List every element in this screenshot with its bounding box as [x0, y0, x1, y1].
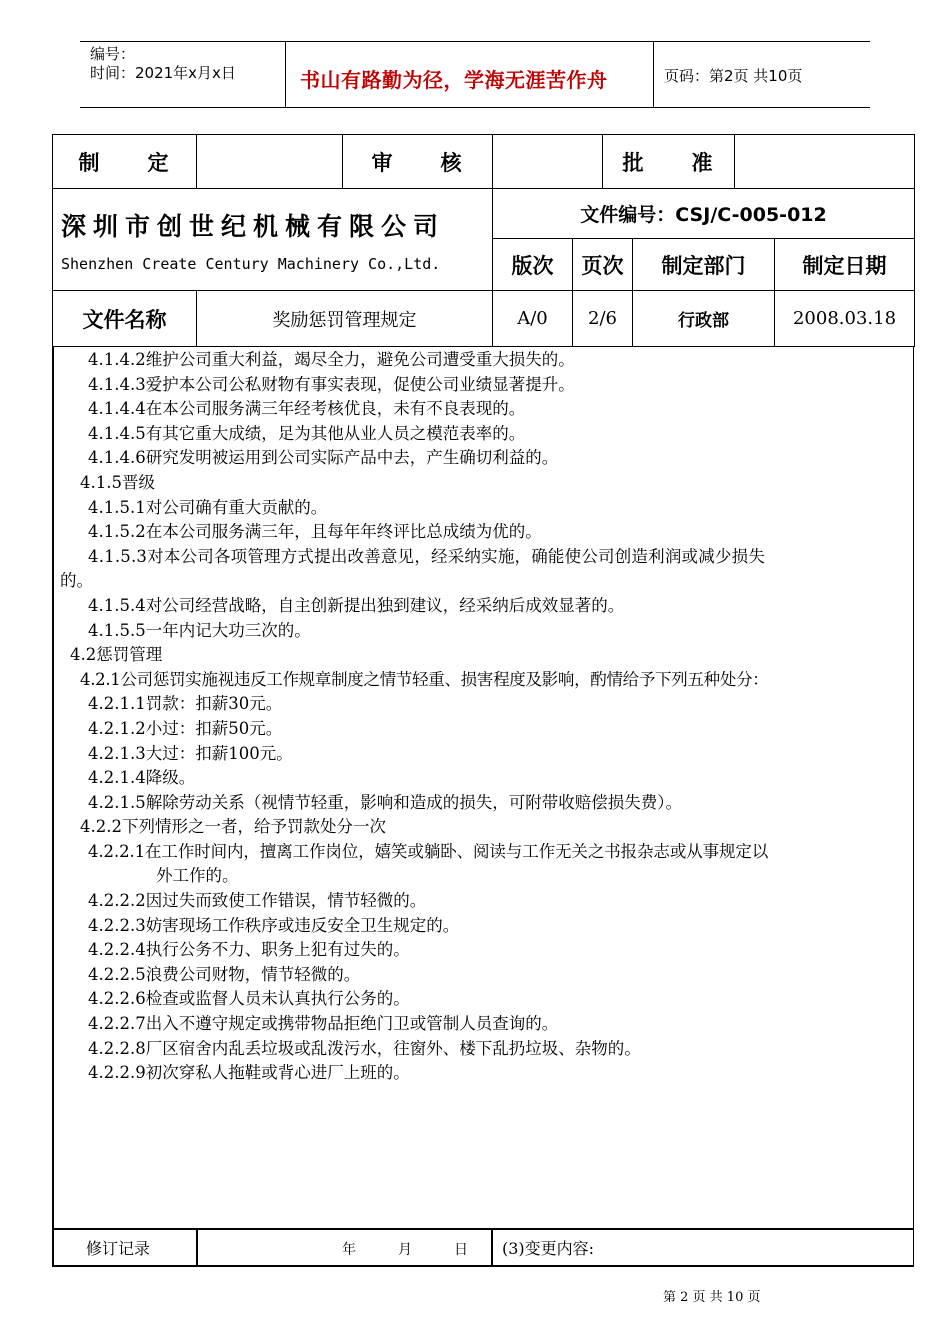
version-value: A/0: [493, 291, 573, 347]
body-line: 4.2.1.5解除劳动关系（视情节轻重，影响和造成的损失，可附带收赔偿损失费）。: [88, 792, 682, 812]
document-time: 时间：2021年x月x日: [90, 64, 236, 82]
header-motto: 书山有路勤为径，学海无涯苦作舟: [300, 68, 608, 92]
date-header: 制定日期: [775, 239, 915, 291]
body-line: 4.2.2.6检查或监督人员未认真执行公务的。: [88, 989, 410, 1009]
body-line: 4.2.2.9初次穿私人拖鞋或背心进厂上班的。: [88, 1063, 410, 1083]
footer-row-top: [52, 1228, 914, 1230]
revision-label: 修订记录: [86, 1239, 151, 1258]
company-name-en: Shenzhen Create Century Machinery Co.,Ltd.: [61, 254, 441, 273]
body-line: 4.1.5晋级: [80, 472, 155, 492]
header-divider-1: [285, 42, 286, 107]
body-line: 的。: [60, 571, 93, 591]
make-label: 制 定: [53, 135, 197, 189]
review-value: [493, 135, 603, 189]
company-name-cn: 深圳市创世纪机械有限公司: [61, 211, 446, 241]
header-top-rule: [80, 41, 870, 42]
body-line: 4.2.1.3大过：扣薪100元。: [88, 743, 293, 763]
document-number: 编号：: [90, 45, 136, 63]
body-line: 4.2.1.4降级。: [88, 768, 196, 788]
body-line: 4.1.4.2维护公司重大利益，竭尽全力，避免公司遭受重大损失的。: [88, 350, 575, 369]
document-body: [60, 348, 912, 1086]
doc-name-label: 文件名称: [53, 291, 197, 347]
file-number: 文件编号：CSJ/C-005-012: [493, 189, 915, 239]
page-header: 页次: [573, 239, 633, 291]
dept-header: 制定部门: [633, 239, 775, 291]
company-cell: [53, 189, 493, 291]
revision-date: 年 月 日: [342, 1242, 468, 1258]
body-line: 4.2.2.5浪费公司财物，情节轻微的。: [88, 964, 361, 984]
body-line: 4.1.4.3爱护本公司公私财物有事实表现，促使公司业绩显著提升。: [88, 374, 575, 394]
document-header-table: [52, 134, 915, 347]
footer-divider-2: [491, 1228, 493, 1266]
body-line: 4.2.2下列情形之一者，给予罚款处分一次: [80, 817, 386, 837]
review-label: 审 核: [343, 135, 493, 189]
body-line: 4.1.4.5有其它重大成绩，足为其他从业人员之模范表率的。: [88, 423, 526, 443]
body-line: 4.2.2.7出入不遵守规定或携带物品拒绝门卫或管制人员查询的。: [88, 1014, 559, 1034]
body-line: 4.2.2.3妨害现场工作秩序或违反安全卫生规定的。: [88, 915, 460, 935]
page-footer: 第 2 页 共 10 页: [663, 1290, 761, 1305]
header-bottom-rule: [80, 107, 870, 108]
body-line: 4.1.4.4在本公司服务满三年经考核优良，未有不良表现的。: [88, 399, 526, 419]
version-header: 版次: [493, 239, 573, 291]
body-line: 4.1.5.3对本公司各项管理方式提出改善意见，经采纳实施，确能使公司创造利润或减少损失: [88, 546, 766, 566]
body-line: 4.1.5.2在本公司服务满三年，且每年年终评比总成绩为优的。: [88, 522, 542, 542]
approve-label: 批 准: [603, 135, 735, 189]
date-value: 2008.03.18: [775, 291, 915, 347]
body-line: 4.1.5.4对公司经营战略，自主创新提出独到建议，经采纳后成效显著的。: [88, 595, 625, 615]
body-line: 4.2.1公司惩罚实施视违反工作规章制度之情节轻重、损害程度及影响，酌情给予下列五种处分：: [80, 669, 769, 689]
body-line: 外工作的。: [156, 866, 239, 886]
body-line: 4.2.2.4执行公务不力、职务上犯有过失的。: [88, 940, 410, 960]
frame-right: [913, 346, 915, 1266]
header-page-code: 页码：第2页 共10页: [664, 67, 803, 85]
header-divider-2: [653, 42, 654, 107]
page-value: 2/6: [573, 291, 633, 347]
doc-name-value: 奖励惩罚管理规定: [197, 291, 493, 347]
body-line: 4.2.2.1在工作时间内，擅离工作岗位，嬉笑或躺卧、阅读与工作无关之书报杂志或从事规定以: [88, 841, 769, 861]
body-line: 4.2.2.2因过失而致使工作错误，情节轻微的。: [88, 891, 427, 911]
body-line: 4.2.2.8厂区宿舍内乱丢垃圾或乱泼污水，往窗外、楼下乱扔垃圾、杂物的。: [88, 1038, 641, 1058]
footer-divider-1: [196, 1228, 198, 1266]
body-line: 4.1.5.1对公司确有重大贡献的。: [88, 497, 328, 517]
body-line: 4.2惩罚管理: [70, 645, 163, 665]
body-line: 4.1.4.6研究发明被运用到公司实际产品中去，产生确切利益的。: [88, 448, 559, 468]
body-line: 4.2.1.2小过：扣薪50元。: [88, 718, 283, 738]
dept-value: 行政部: [633, 291, 775, 347]
frame-left: [52, 346, 54, 1266]
footer-row-bottom: [52, 1265, 914, 1267]
approve-value: [735, 135, 915, 189]
body-line: 4.1.5.5一年内记大功三次的。: [88, 620, 311, 640]
body-line: 4.2.1.1罚款：扣薪30元。: [88, 694, 283, 714]
change-content-label: (3)变更内容:: [502, 1239, 595, 1258]
make-value: [197, 135, 343, 189]
